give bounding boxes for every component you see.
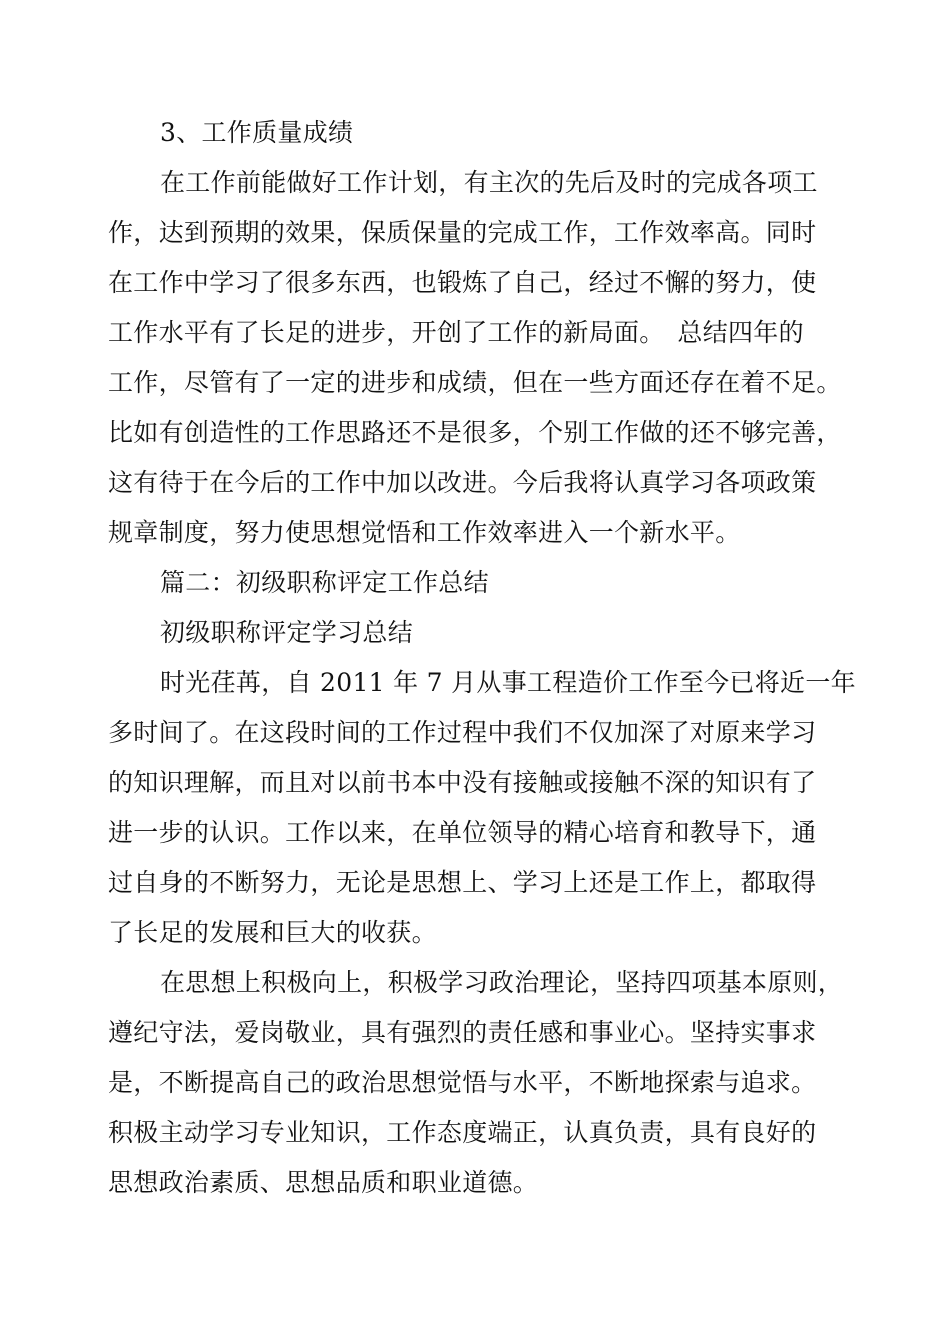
subtitle-study-summary: 初级职称评定学习总结 — [160, 618, 414, 647]
text-line: 进一步的认识。工作以来，在单位领导的精心培育和教导下，通 — [108, 818, 817, 847]
text-line: 比如有创造性的工作思路还不是很多，个别工作做的还不够完善， — [108, 418, 842, 447]
text-line: 规章制度，努力使思想觉悟和工作效率进入一个新水平。 — [108, 518, 741, 547]
text-line: 工作，尽管有了一定的进步和成绩，但在一些方面还存在着不足。 — [108, 368, 842, 397]
heading-work-quality: 3、工作质量成绩 — [160, 118, 354, 147]
text-line: 多时间了。在这段时间的工作过程中我们不仅加深了对原来学习 — [108, 718, 817, 747]
text-line: 遵纪守法，爱岗敬业，具有强烈的责任感和事业心。坚持实事求 — [108, 1018, 817, 1047]
text-line: 在思想上积极向上，积极学习政治理论，坚持四项基本原则， — [160, 968, 844, 997]
text-line: 积极主动学习专业知识，工作态度端正，认真负责，具有良好的 — [108, 1118, 817, 1147]
text-line: 的知识理解，而且对以前书本中没有接触或接触不深的知识有了 — [108, 768, 817, 797]
text-line: 是，不断提高自己的政治思想觉悟与水平，不断地探索与追求。 — [108, 1068, 817, 1097]
text-line: 在工作前能做好工作计划，有主次的先后及时的完成各项工 — [160, 168, 818, 197]
section-title-part-two: 篇二：初级职称评定工作总结 — [160, 568, 489, 597]
text-line: 这有待于在今后的工作中加以改进。今后我将认真学习各项政策 — [108, 468, 817, 497]
text-line: 工作水平有了长足的进步，开创了工作的新局面。 总结四年的 — [108, 318, 804, 347]
text-line: 思想政治素质、思想品质和职业道德。 — [108, 1168, 539, 1197]
text-line: 时光荏苒，自 2011 年 7 月从事工程造价工作至今已将近一年 — [160, 668, 856, 697]
text-line: 作，达到预期的效果，保质保量的完成工作，工作效率高。同时 — [108, 218, 817, 247]
text-line: 了长足的发展和巨大的收获。 — [108, 918, 437, 947]
text-line: 在工作中学习了很多东西，也锻炼了自己，经过不懈的努力，使 — [108, 268, 817, 297]
text-line: 过自身的不断努力，无论是思想上、学习上还是工作上，都取得 — [108, 868, 817, 897]
